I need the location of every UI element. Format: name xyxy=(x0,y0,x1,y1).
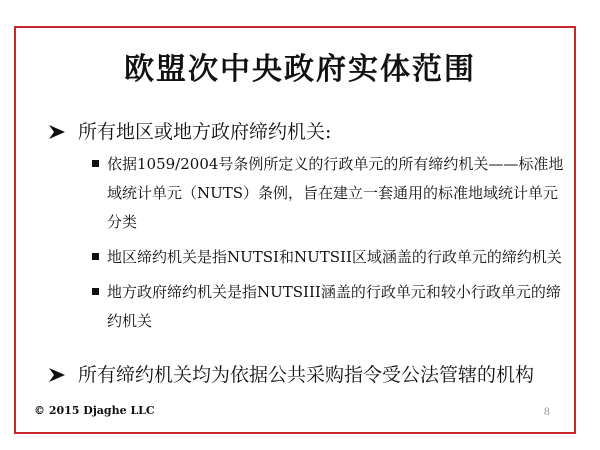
sub-bullet-text: 地区缔约机关是指NUTSI和NUTSII区域涵盖的行政单元的缔约机关 xyxy=(107,248,562,266)
bullet-text: 所有缔约机关均为依据公共采购指令受公法管辖的机构 xyxy=(78,364,535,386)
sub-bullet-text: 依据1059/2004号条例所定义的行政单元的所有缔约机关——标准地域统计单元（NUTS）条例，旨在建立一套通用的标准地域统计单元分类 xyxy=(107,155,564,231)
bullet-text: 所有地区或地方政府缔约机关: xyxy=(78,121,332,143)
slide-title: 欧盟次中央政府实体范围 xyxy=(124,52,476,87)
sub-bullet-item xyxy=(92,150,572,237)
sub-bullet-list xyxy=(92,150,572,342)
arrow-bullet-icon xyxy=(48,366,66,384)
sub-bullet-item xyxy=(92,278,572,336)
bullet-item-2 xyxy=(48,362,534,388)
square-bullet-icon xyxy=(92,253,99,260)
page-number: 8 xyxy=(543,407,550,418)
square-bullet-icon xyxy=(92,160,99,167)
square-bullet-icon xyxy=(92,288,99,295)
bullet-item-1 xyxy=(48,119,331,145)
arrow-bullet-icon xyxy=(48,123,66,141)
copyright-footer: © 2015 Djaghe LLC xyxy=(34,404,155,417)
sub-bullet-item xyxy=(92,243,572,272)
sub-bullet-text: 地方政府缔约机关是指NUTSIII涵盖的行政单元和较小行政单元的缔约机关 xyxy=(107,283,561,330)
